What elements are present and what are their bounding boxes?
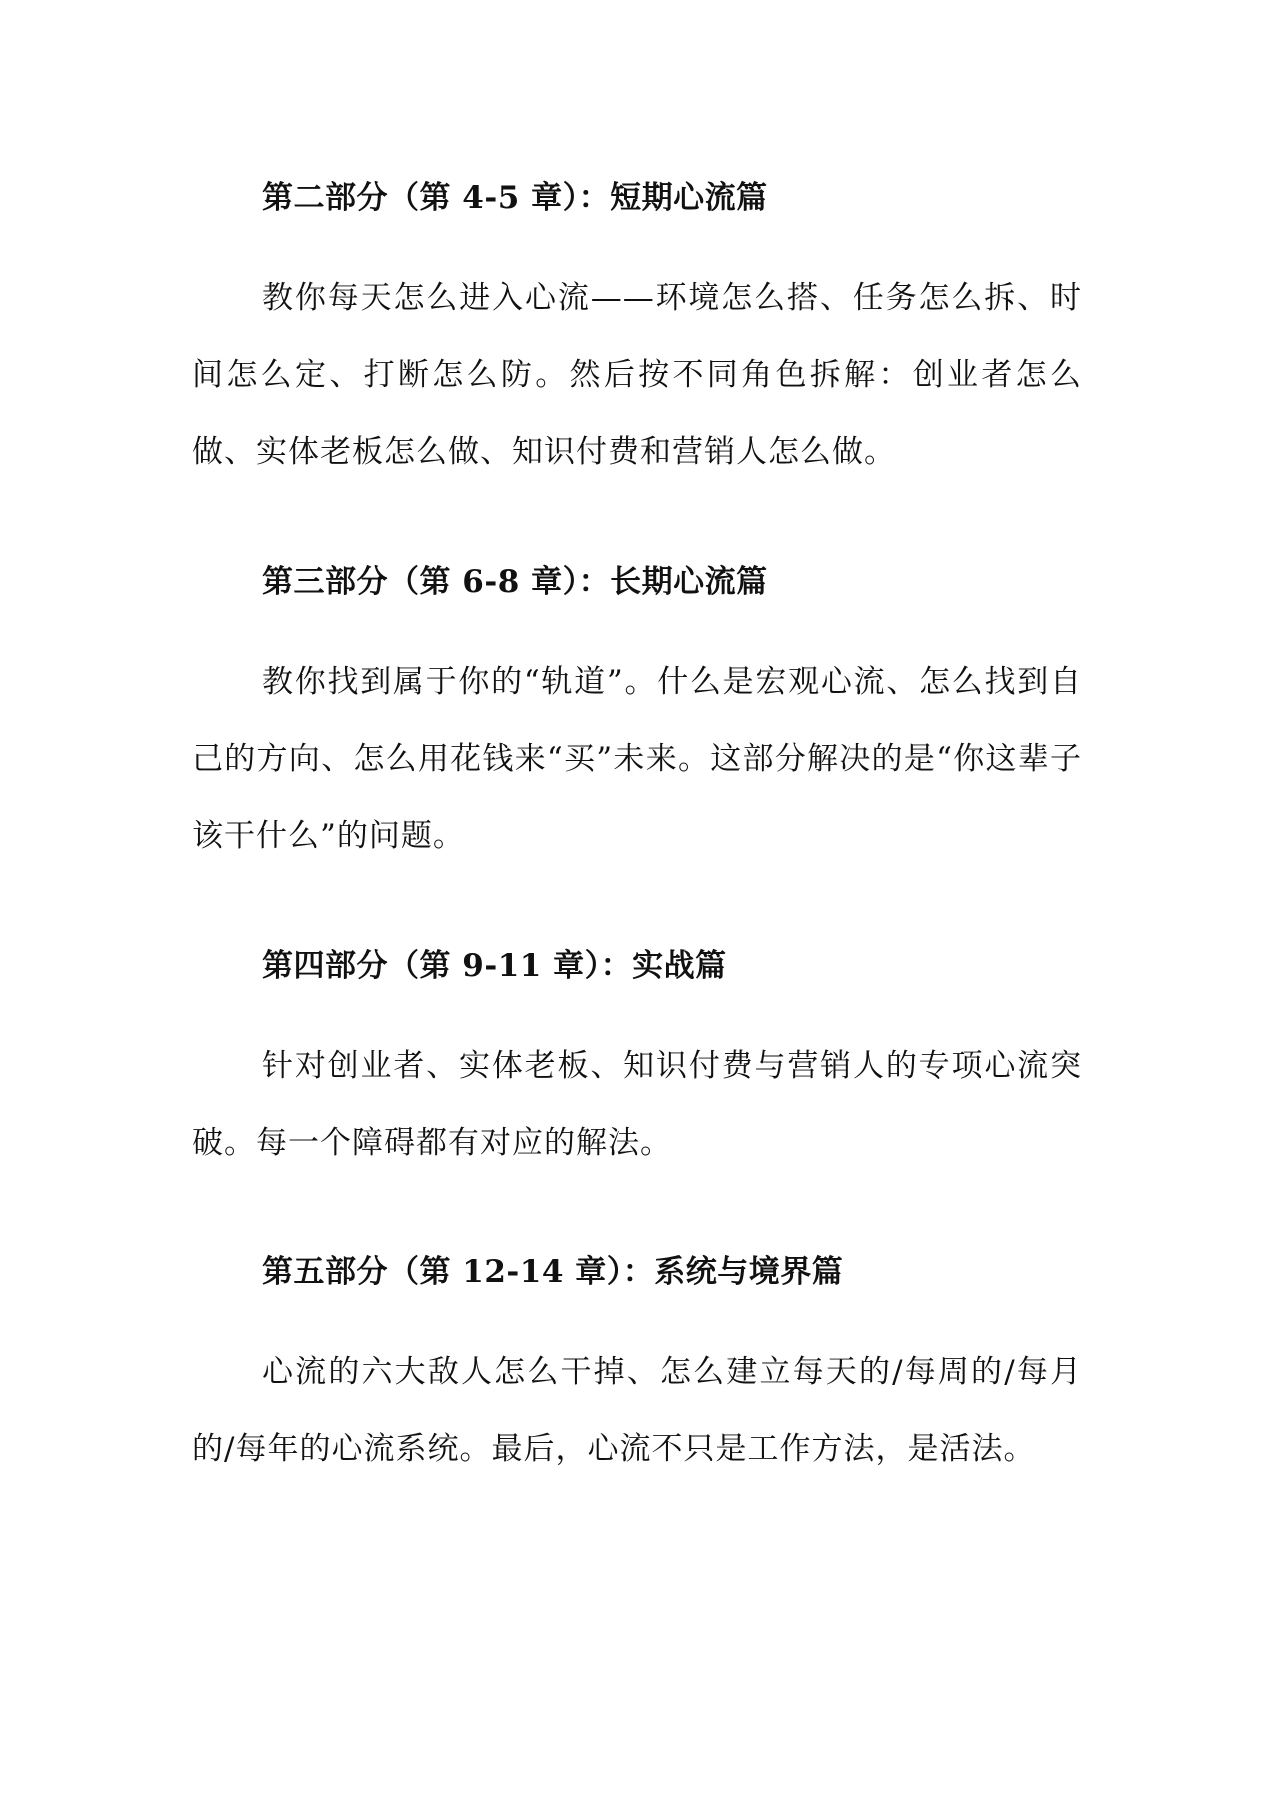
section-heading: 第二部分（第 4-5 章）：短期心流篇	[262, 180, 768, 216]
section-part-3	[192, 562, 1082, 875]
section-heading: 第三部分（第 6-8 章）：长期心流篇	[262, 564, 768, 600]
section-part-2	[192, 178, 1082, 491]
section-paragraph: 教你每天怎么进入心流——环境怎么搭、任务怎么拆、时间怎么定、打断怎么防。然后按不同角色拆解：创业者怎么做、实体老板怎么做、知识付费和营销人怎么做。	[192, 280, 1082, 470]
section-paragraph: 教你找到属于你的“轨道”。什么是宏观心流、怎么找到自己的方向、怎么用花钱来“买”未来。这部分解决的是“你这辈子该干什么”的问题。	[192, 664, 1082, 854]
section-paragraph: 心流的六大敌人怎么干掉、怎么建立每天的/每周的/每月的/每年的心流系统。最后，心流不只是工作方法，是活法。	[192, 1354, 1082, 1467]
section-part-5	[192, 1252, 1082, 1488]
section-heading: 第五部分（第 12-14 章）：系统与境界篇	[262, 1254, 844, 1290]
section-heading: 第四部分（第 9-11 章）：实战篇	[262, 948, 727, 984]
section-part-4	[192, 946, 1082, 1182]
section-paragraph: 针对创业者、实体老板、知识付费与营销人的专项心流突破。每一个障碍都有对应的解法。	[192, 1048, 1082, 1161]
